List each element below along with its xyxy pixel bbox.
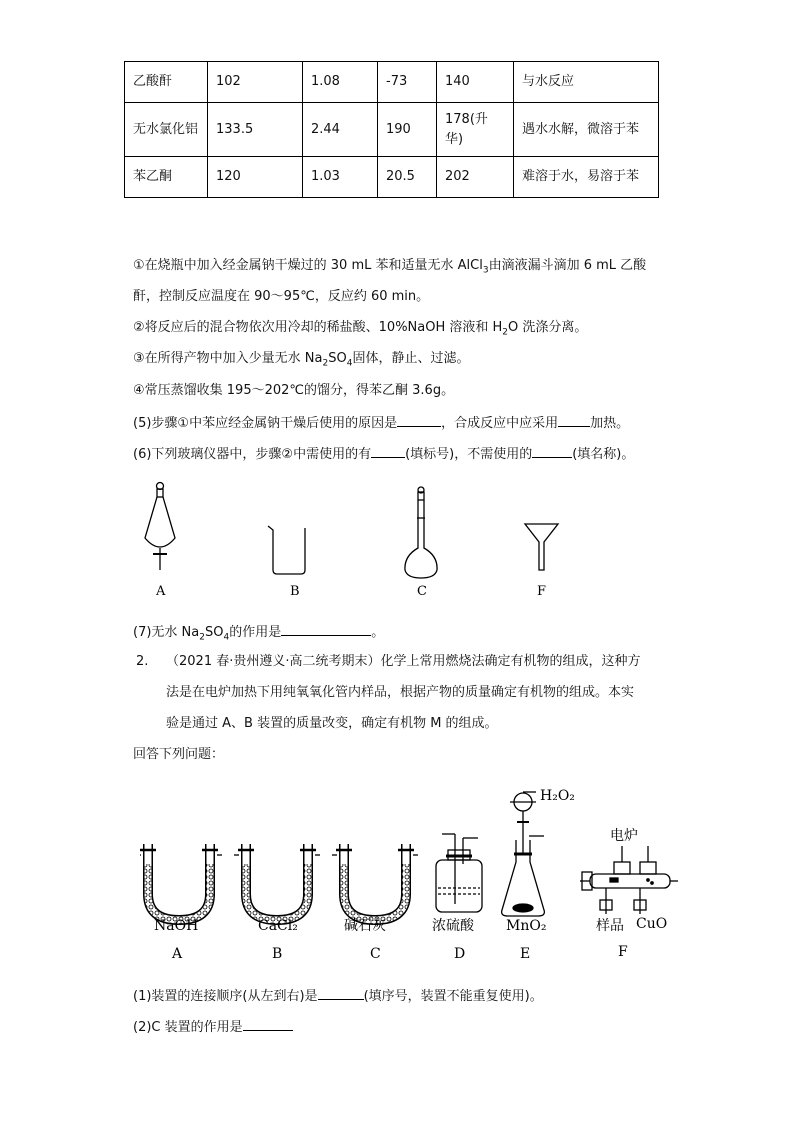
apparatus-letter: F xyxy=(618,944,628,960)
step-text: SO xyxy=(328,351,347,366)
table-cell: 2.44 xyxy=(303,103,378,157)
reagent-label: NaOH xyxy=(154,918,199,934)
question-text: ，合成反应中应采用 xyxy=(441,416,559,431)
step-text: ①在烧瓶中加入经金属钠干燥过的 30 mL 苯和适量无水 AlCl xyxy=(133,258,483,273)
funnel-icon xyxy=(525,524,558,570)
question-text: (7)无水 Na xyxy=(133,625,200,640)
answer-prompt: 回答下列问题： xyxy=(133,747,225,762)
subscript: 3 xyxy=(482,265,489,276)
h2o2-label: H₂O₂ xyxy=(540,788,575,804)
step-text: O 洗涤分离。 xyxy=(508,320,588,335)
step-2-line xyxy=(133,318,587,338)
glassware-label: A xyxy=(156,584,166,599)
u-tube-icon xyxy=(234,844,320,920)
cuo-label: CuO xyxy=(636,916,668,932)
question-text: (填名称)。 xyxy=(572,447,635,462)
answer-blank[interactable] xyxy=(243,1016,293,1031)
question-text: (1)装置的连接顺序(从左到右)是 xyxy=(133,989,318,1004)
table-cell: 178(升华) xyxy=(437,103,514,157)
table-cell: 无水氯化铝 xyxy=(125,103,208,157)
table-cell: 乙酸酐 xyxy=(125,62,208,103)
question-text: 。 xyxy=(371,625,385,640)
sample-label: 样品 xyxy=(596,918,624,934)
step-text: ③在所得产物中加入少量无水 Na xyxy=(133,351,323,366)
apparatus-drawing xyxy=(140,784,680,964)
step-1-line-2: 酐，控制反应温度在 90～95℃，反应约 60 min。 xyxy=(133,289,430,304)
glassware-label: B xyxy=(290,584,300,599)
question-text: 加热。 xyxy=(590,416,630,431)
answer-blank[interactable] xyxy=(281,621,371,636)
table-cell: 20.5 xyxy=(378,157,437,198)
glassware-drawing xyxy=(140,478,570,608)
reagent-label: CaCl₂ xyxy=(258,918,298,934)
beaker-icon xyxy=(268,526,305,574)
answer-blank[interactable] xyxy=(371,443,405,458)
apparatus-letter: E xyxy=(520,946,531,962)
question-text: 的作用是 xyxy=(229,625,282,640)
question-text: (5)步骤①中苯应经金属钠干燥后使用的原因是 xyxy=(133,416,398,431)
table-cell: 与水反应 xyxy=(514,62,659,103)
furnace-label: 电炉 xyxy=(610,828,638,844)
subquestion-1 xyxy=(133,985,543,1007)
question-text: (填标号)，不需使用的 xyxy=(405,447,533,462)
question-text: SO xyxy=(204,625,224,640)
table-cell: 133.5 xyxy=(208,103,303,157)
volumetric-flask-icon xyxy=(405,487,437,578)
glassware-figure xyxy=(140,478,570,608)
table-cell: 难溶于水，易溶于苯 xyxy=(514,157,659,198)
subquestion-2 xyxy=(133,1016,293,1038)
question-5 xyxy=(133,412,629,434)
problem-2-line-2: 法是在电炉加热下用纯氧氧化管内样品，根据产物的质量确定有机物的组成。本实 xyxy=(166,685,635,700)
step-text: ②将反应后的混合物依次用冷却的稀盐酸、10%NaOH 溶液和 H xyxy=(133,320,503,335)
table-cell: 140 xyxy=(437,62,514,103)
table-cell: -73 xyxy=(378,62,437,103)
answer-blank[interactable] xyxy=(532,443,572,458)
table-cell: 102 xyxy=(208,62,303,103)
tube-furnace-icon xyxy=(580,846,678,914)
table-cell: 1.08 xyxy=(303,62,378,103)
table-cell: 遇水水解，微溶于苯 xyxy=(514,103,659,157)
subscript: 2 xyxy=(502,327,509,338)
subscript: 4 xyxy=(223,632,230,643)
gas-washing-bottle-icon xyxy=(436,834,482,912)
apparatus-letter: B xyxy=(272,946,283,962)
u-tube-icon xyxy=(140,844,222,920)
question-text: (2)C 装置的作用是 xyxy=(133,1020,243,1035)
problem-2-line-3: 验是通过 A、B 装置的质量改变，确定有机物 M 的组成。 xyxy=(166,716,498,731)
step-text: 固体，静止、过滤。 xyxy=(352,351,470,366)
table-cell: 120 xyxy=(208,157,303,198)
problem-number: 2. xyxy=(136,654,149,669)
question-text: (6)下列玻璃仪器中，步骤②中需使用的有 xyxy=(133,447,372,462)
problem-2-line-1: （2021 春·贵州遵义·高二统考期末）化学上常用燃烧法确定有机物的组成，这种方 xyxy=(166,654,641,669)
u-tube-icon xyxy=(332,844,418,920)
apparatus-letter: D xyxy=(454,946,466,962)
reagent-label: 浓硫酸 xyxy=(432,918,474,934)
table-row xyxy=(125,103,659,157)
glassware-label: F xyxy=(537,584,547,599)
answer-blank[interactable] xyxy=(397,412,441,427)
table-row xyxy=(125,62,659,103)
step-3-line xyxy=(133,349,469,369)
properties-table xyxy=(124,61,659,198)
reagent-label: 碱石灰 xyxy=(344,918,386,934)
table-row xyxy=(125,157,659,198)
question-6 xyxy=(133,443,634,465)
glassware-label: C xyxy=(417,584,427,599)
step-text: 由滴液漏斗滴加 6 mL 乙酸 xyxy=(488,258,647,273)
step-4-line: ④常压蒸馏收集 195～202℃的馏分，得苯乙酮 3.6g。 xyxy=(133,383,455,398)
apparatus-figure xyxy=(140,784,680,964)
subscript: 2 xyxy=(199,632,205,643)
answer-blank[interactable] xyxy=(558,412,590,427)
table-cell: 苯乙酮 xyxy=(125,157,208,198)
conical-flask-icon xyxy=(502,792,545,916)
reagent-label: MnO₂ xyxy=(506,918,547,934)
answer-blank[interactable] xyxy=(318,985,364,1000)
subscript: 4 xyxy=(346,358,353,369)
question-7 xyxy=(133,621,384,643)
apparatus-letter: A xyxy=(172,946,183,962)
step-1-line-1 xyxy=(133,256,646,276)
table-cell: 202 xyxy=(437,157,514,198)
subscript: 2 xyxy=(322,358,329,369)
separatory-funnel-icon xyxy=(145,483,175,571)
apparatus-letter: C xyxy=(370,946,381,962)
question-text: (填序号，装置不能重复使用)。 xyxy=(363,989,543,1004)
table-cell: 1.03 xyxy=(303,157,378,198)
table-cell: 190 xyxy=(378,103,437,157)
